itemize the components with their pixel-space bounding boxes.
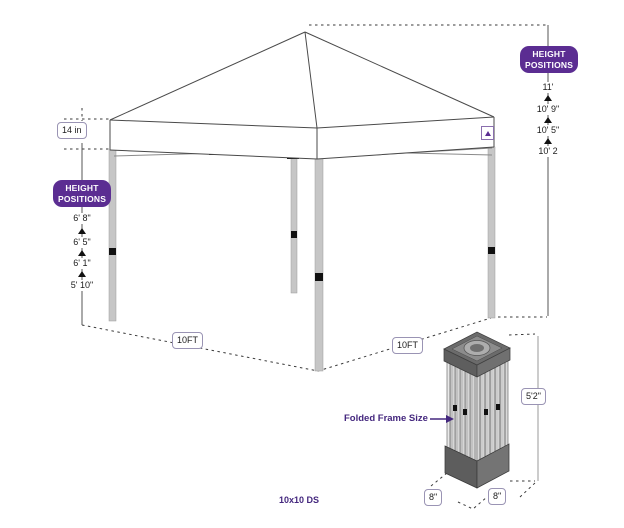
footprint-right-box: 10FT xyxy=(392,337,423,354)
frame-base-left-box: 8" xyxy=(424,489,442,506)
up-arrow-icon xyxy=(78,228,86,234)
canopy-top xyxy=(110,32,494,159)
up-arrow-icon xyxy=(544,117,552,123)
height-label: 10' 2 xyxy=(538,146,558,156)
height-label: 11' xyxy=(542,82,554,92)
up-arrow-icon xyxy=(544,95,552,101)
height-label: 10' 5" xyxy=(536,125,560,135)
leg-adjuster xyxy=(109,248,116,255)
height-label: 10' 9" xyxy=(536,104,560,114)
folded-frame-illustration xyxy=(444,332,510,488)
tent-glyph-icon xyxy=(485,131,491,136)
leg-adjuster xyxy=(488,247,495,254)
up-arrow-icon xyxy=(78,271,86,277)
valance-height-box: 14 in xyxy=(57,122,87,139)
leg-adjuster xyxy=(315,273,323,281)
frame-height-box: 5'2" xyxy=(521,388,546,405)
height-label: 5' 10" xyxy=(70,280,94,290)
height-positions-badge-left: HEIGHT POSITIONS xyxy=(53,180,111,207)
up-arrow-icon xyxy=(544,138,552,144)
frame-base-right-box: 8" xyxy=(488,488,506,505)
height-label: 6' 8" xyxy=(73,213,91,223)
height-label: 6' 5" xyxy=(73,237,91,247)
footprint-left-box: 10FT xyxy=(172,332,203,349)
height-positions-badge-right: HEIGHT POSITIONS xyxy=(520,46,578,73)
product-caption: 10x10 DS xyxy=(279,495,320,505)
up-arrow-icon xyxy=(78,250,86,256)
brand-logo-icon xyxy=(481,126,494,140)
tent-legs xyxy=(109,147,495,371)
leg-adjuster xyxy=(291,231,297,238)
folded-frame-size-label: Folded Frame Size xyxy=(344,413,428,424)
height-label: 6' 1" xyxy=(73,258,91,268)
